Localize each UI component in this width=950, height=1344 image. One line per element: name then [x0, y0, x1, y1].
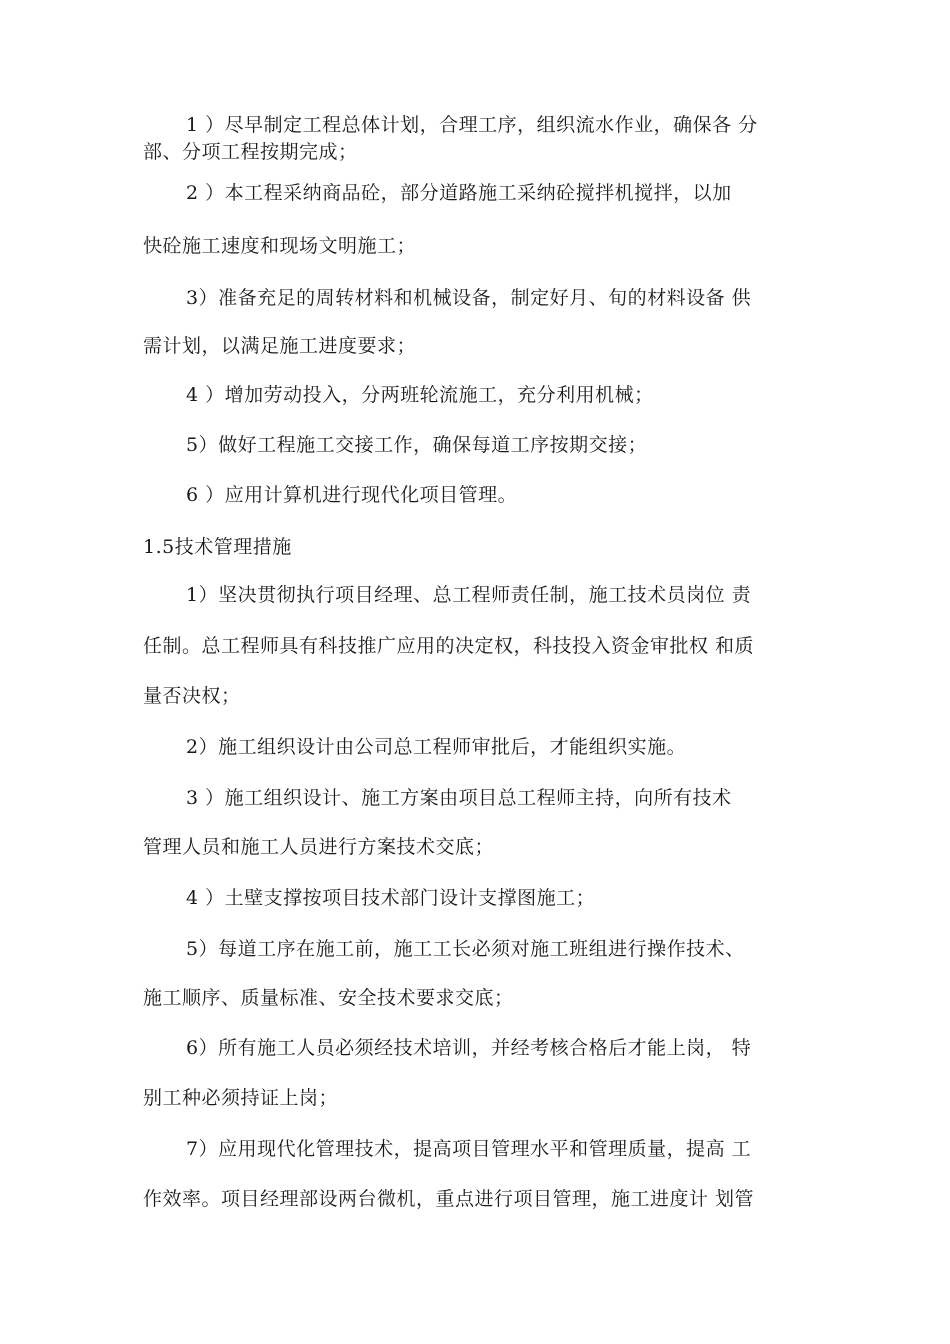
text-line: 2）施工组织设计由公司总工程师审批后，才能组织实施。 — [186, 736, 687, 758]
text-line: 施工顺序、质量标准、安全技术要求交底； — [143, 987, 514, 1009]
text-line: 管理人员和施工人员进行方案技术交底； — [143, 836, 495, 858]
text-line: 3）准备充足的周转材料和机械设备，制定好月、旬的材料设备 供 — [186, 287, 752, 309]
text-line: 2 ）本工程采纳商品砼，部分道路施工采纳砼搅拌机搅拌，以加 — [186, 182, 732, 204]
section-heading: 1.5技术管理措施 — [143, 536, 292, 558]
text-line: 别工种必须持证上岗； — [143, 1087, 339, 1109]
text-line: 快砼施工速度和现场文明施工； — [143, 235, 417, 257]
text-line: 3 ）施工组织设计、施工方案由项目总工程师主持，向所有技术 — [186, 787, 732, 809]
text-line: 需计划，以满足施工进度要求； — [143, 335, 417, 357]
text-line: 4 ）土壁支撑按项目技术部门设计支撑图施工； — [186, 887, 596, 909]
text-line: 1 ）尽早制定工程总体计划，合理工序，组织流水作业，确保各 分 — [186, 114, 758, 136]
text-line: 6 ）应用计算机进行现代化项目管理。 — [186, 484, 518, 506]
text-line: 7）应用现代化管理技术，提高项目管理水平和管理质量，提高 工 — [186, 1138, 752, 1160]
text-line: 6）所有施工人员必须经技术培训，并经考核合格后才能上岗， 特 — [186, 1037, 752, 1059]
text-line: 量否决权； — [143, 685, 241, 707]
text-line: 部、分项工程按期完成； — [143, 141, 358, 163]
text-line: 1）坚决贯彻执行项目经理、总工程师责任制，施工技术员岗位 责 — [186, 584, 752, 606]
text-line: 4 ）增加劳动投入，分两班轮流施工，充分利用机械； — [186, 384, 654, 406]
text-line: 5）做好工程施工交接工作，确保每道工序按期交接； — [186, 434, 648, 456]
text-line: 作效率。项目经理部设两台微机，重点进行项目管理，施工进度计 划管 — [143, 1188, 755, 1210]
text-line: 5）每道工序在施工前，施工工长必须对施工班组进行操作技术、 — [186, 938, 745, 960]
text-line: 任制。总工程师具有科技推广应用的决定权，科技投入资金审批权 和质 — [143, 635, 755, 657]
